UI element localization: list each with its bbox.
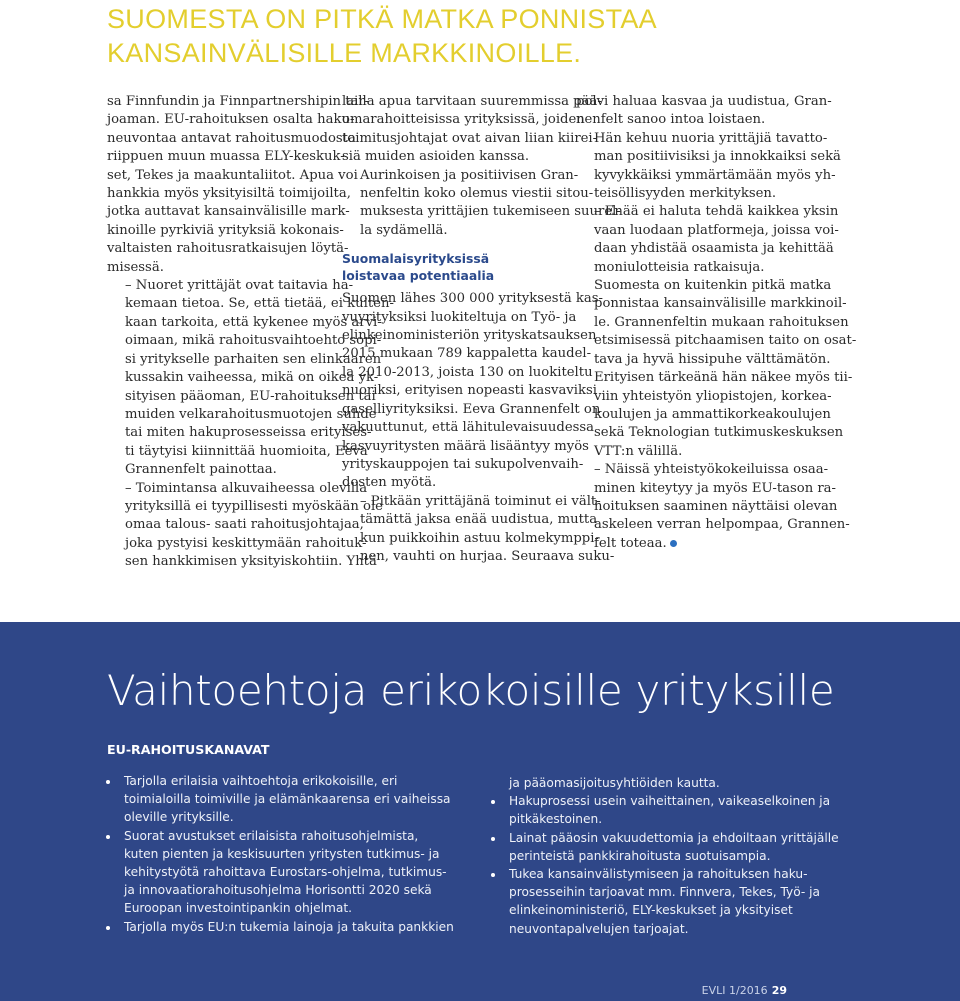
text-line: la sydämellä.: [360, 222, 448, 238]
text-line: Suorat avustukset erilaisista rahoitusohjelmista,: [124, 828, 419, 843]
section-subheading: [342, 250, 557, 284]
text-line: 2015 mukaan 789 kappaletta kaudel-: [342, 346, 592, 362]
text-line: valtaisten rahoitusratkaisujen löytä-: [107, 241, 349, 257]
text-line: tai miten hakuprosesseissa erityises-: [125, 425, 372, 441]
text-line: siä muiden asioiden kanssa.: [342, 149, 530, 165]
text-line: hoituksen saaminen näyttäisi olevan: [594, 498, 838, 514]
text-line: joka pystyisi keskittymään rahoituk-: [125, 535, 367, 551]
text-line: Grannenfelt painottaa.: [125, 462, 277, 478]
headline-line-2: KANSAINVÄLISILLE MARKKINOILLE.: [107, 38, 582, 68]
paragraph: [342, 93, 602, 167]
text-line: jotka auttavat kansainvälisille mark-: [107, 204, 350, 220]
text-line: ponnistaa kansainvälisille markkinoil-: [594, 296, 847, 312]
text-line: kaan tarkoita, että kykenee myös arvi-: [125, 314, 382, 330]
text-line: Tukea kansainvälistymiseen ja rahoituksen haku-: [509, 867, 808, 882]
text-line: lailla apua tarvitaan suuremmissa pää-: [342, 94, 602, 109]
text-line: sityisen pääoman, EU-rahoituksen tai: [125, 388, 376, 404]
bullet-item: [491, 792, 851, 828]
paragraph: [576, 130, 841, 204]
text-line: kemaan tietoa. Se, että tietää, ei kuiten-: [125, 296, 394, 312]
text-line: muksesta yrittäjien tukemiseen suurel-: [360, 204, 621, 220]
text-line: omarahoitteisissa yrityksissä, joiden: [342, 112, 585, 128]
text-line: koulujen ja ammattikorkeakoulujen: [594, 406, 831, 422]
text-line: oimaan, mikä rahoitusvaihtoehto sopi-: [125, 333, 382, 349]
text-line: toimialoilla toimiville ja elämänkaarensa eri vaiheissa: [124, 792, 451, 807]
text-line: kussakin vaiheessa, mikä on oikea yk-: [125, 370, 379, 386]
text-line: dosten myötä.: [342, 475, 437, 491]
text-line: tämättä jaksa enää uudistua, mutta: [360, 512, 598, 528]
text-line: Aurinkoisen ja positiivisen Gran-: [360, 167, 579, 183]
text-line: loistavaa potentiaalia: [342, 268, 495, 284]
page-footer: [702, 984, 787, 998]
headline-line-1: SUOMESTA ON PITKÄ MATKA PONNISTAA: [107, 4, 657, 34]
paragraph-final: [576, 461, 850, 553]
text-line: prosesseihin tarjoavat mm. Finnvera, Tekes, Työ- ja: [509, 885, 821, 900]
text-line: Suomen lähes 300 000 yrityksestä kas-: [342, 291, 604, 307]
text-line: minen kiteytyy ja myös EU-tason ra-: [594, 480, 836, 496]
text-line: – Pitkään yrittäjänä toiminut ei vält-: [360, 493, 601, 509]
text-line: sa Finnfundin ja Finnpartnershipin tar-: [107, 94, 370, 109]
paragraph: [107, 277, 394, 479]
text-line: le. Grannenfeltin mukaan rahoituksen: [594, 314, 849, 330]
bullet-icon: [106, 780, 110, 784]
text-line: askeleen verran helpompaa, Grannen-: [594, 517, 850, 533]
text-line: neuvontapalvelujen tarjoajat.: [509, 921, 689, 936]
text-line: teisöllisyyden merkityksen.: [594, 186, 777, 202]
text-line: nenfelt sanoo intoa loistaen.: [576, 112, 766, 128]
text-line: omaa talous- saati rahoitusjohtajaa,: [125, 517, 364, 533]
text-line: viin yhteistyön yliopistojen, korkea-: [594, 388, 832, 404]
info-panel: [0, 622, 960, 1001]
text-line: vaan luodaan platformeja, joissa voi-: [594, 222, 839, 238]
text-line: ti täytyisi kiinnittää huomioita, Eeva: [125, 443, 368, 459]
headline: [107, 2, 927, 70]
text-line: – Toimintansa alkuvaiheessa olevilla: [125, 480, 368, 496]
text-line: Hakuprosessi usein vaiheittainen, vaikeaselkoinen ja: [509, 794, 831, 809]
text-line: Suomesta on kuitenkin pitkä matka: [594, 278, 832, 294]
text-line: – Näissä yhteistyökokeiluissa osaa-: [594, 462, 829, 478]
text-line: Tarjolla myös EU:n tukemia lainoja ja takuita pankkien: [124, 919, 454, 934]
text-line: oleville yrityksille.: [124, 810, 234, 825]
text-line: tava ja hyvä hissipuhe välttämätön.: [594, 351, 831, 367]
text-line: kasvuyritysten määrä lisääntyy myös: [342, 438, 589, 454]
text-line: polvi haluaa kasvaa ja uudistua, Gran-: [576, 94, 832, 109]
text-line: hankkia myös yksityisiltä toimijoilta,: [107, 186, 351, 202]
text-line: daan yhdistää osaamista ja kehittää: [594, 241, 834, 257]
text-line: gaselliyrityksiksi. Eeva Grannenfelt on: [342, 401, 601, 417]
text-line: nen, vauhti on hurjaa. Seuraava suku-: [360, 548, 615, 564]
bullet-icon: [491, 837, 495, 841]
text-line: riippuen muun muassa ELY-keskuk-: [107, 149, 345, 165]
paragraph: [342, 290, 604, 492]
text-line: perinteistä pankkirahoitusta suotuisampia.: [509, 848, 771, 863]
text-line: vuyrityksiksi luokiteltuja on Työ- ja: [342, 309, 577, 325]
panel-subtitle: EU-RAHOITUSKANAVAT: [107, 742, 270, 757]
text-line: toimitusjohtajat ovat aivan liian kiirei-: [342, 130, 598, 146]
bullet-list-right: [491, 774, 851, 938]
text-line: VTT:n välillä.: [594, 443, 683, 459]
text-line: – Enää ei haluta tehdä kaikkea yksin: [594, 204, 839, 220]
panel-title: Vaihtoehtoja erikokoisille yrityksille: [107, 666, 835, 715]
paragraph: [576, 93, 832, 130]
text-line: ja pääomasijoitusyhtiöiden kautta.: [509, 776, 720, 790]
text-line: etsimisessä pitchaamisen taito on osat-: [594, 333, 857, 349]
end-mark-icon: [670, 540, 677, 547]
paragraph: [342, 167, 621, 241]
text-line: yrityksillä ei tyypillisesti myöskään ole: [125, 498, 383, 514]
issue-label: EVLI 1/2016: [701, 984, 768, 997]
text-line: la 2010-2013, joista 130 on luokiteltu: [342, 364, 593, 380]
paragraph: [576, 277, 857, 461]
bullet-icon: [491, 873, 495, 877]
bullet-item: [491, 865, 851, 938]
text-line: ja innovaatiorahoitusohjelma Horisontti 2020 sekä: [124, 883, 432, 898]
bullet-item: [491, 829, 851, 865]
article-column-3: [576, 93, 857, 553]
paragraph: [107, 93, 370, 277]
bullet-item: [106, 772, 466, 827]
bullet-item: [106, 918, 466, 936]
text-line: kinoille pyrkiviä yrityksiä kokonais-: [107, 222, 344, 238]
text-line: Euroopan investointipankin ohjelmat.: [124, 901, 352, 916]
bullet-icon: [491, 800, 495, 804]
page-number: 29: [771, 984, 787, 997]
text-line: kehitystyötä rahoittava Eurostars-ohjelma, tutkimus-: [124, 865, 447, 880]
text-line: misessä.: [107, 259, 164, 275]
text-line: si yritykselle parhaiten sen elinkaaren: [125, 351, 382, 367]
text-line: yrityskauppojen tai sukupolvenvaih-: [342, 456, 584, 472]
text-line: joaman. EU-rahoituksen osalta haku-: [107, 112, 355, 128]
text-line: sen hankkimisen yksityiskohtiin. Yhtä: [125, 554, 377, 570]
text-line: nuoriksi, erityisen nopeasti kasvaviksi: [342, 383, 597, 399]
text-line: felt toteaa.: [576, 535, 792, 553]
text-line: man positiivisiksi ja innokkaiksi sekä: [594, 149, 841, 165]
text-line: Hän kehuu nuoria yrittäjiä tavatto-: [594, 130, 828, 146]
bullet-icon: [106, 835, 110, 839]
article-column-2: [342, 93, 621, 566]
text-line: set, Tekes ja maakuntaliitot. Apua voi: [107, 167, 358, 183]
text-line: Tarjolla erilaisia vaihtoehtoja erikokoisille, eri: [124, 774, 398, 788]
paragraph: [576, 203, 839, 277]
paragraph: [342, 493, 615, 567]
bullet-list-left: [106, 772, 466, 936]
text-line: – Nuoret yrittäjät ovat taitavia ha-: [125, 278, 354, 294]
bullet-item: [106, 827, 466, 918]
text-line: moniulotteisia ratkaisuja.: [594, 259, 765, 275]
text-line: neuvontaa antavat rahoitusmuodosta: [107, 130, 356, 146]
text-line: kyvykkäiksi ymmärtämään myös yh-: [594, 167, 836, 183]
text-line: elinkeinoministeriö, ELY-keskukset ja yksityiset: [509, 903, 793, 918]
text-line: muiden velkarahoitusmuotojen suhde: [125, 406, 377, 422]
text-line: Erityisen tärkeänä hän näkee myös tii-: [594, 370, 853, 386]
bullet-continuation: [491, 774, 851, 792]
text-line: nenfeltin koko olemus viestii sitou-: [360, 186, 594, 202]
paragraph: [107, 480, 383, 572]
text-line: kun puikkoihin astuu kolmekymppi-: [360, 530, 599, 546]
bullet-icon: [106, 926, 110, 930]
text-line: sekä Teknologian tutkimuskeskuksen: [594, 425, 844, 441]
text-line: Lainat pääosin vakuudettomia ja ehdoiltaan yrittäjälle: [509, 830, 839, 845]
text-line: elinkeinoministeriön yrityskatsauksen: [342, 328, 597, 344]
text-line: vakuuttunut, että lähitulevaisuudessa: [342, 420, 595, 436]
text-line: kuten pienten ja keskisuurten yritysten tutkimus- ja: [124, 846, 440, 861]
text-line: Suomalaisyrityksissä: [342, 251, 490, 267]
text-line: pitkäkestoinen.: [509, 812, 603, 827]
